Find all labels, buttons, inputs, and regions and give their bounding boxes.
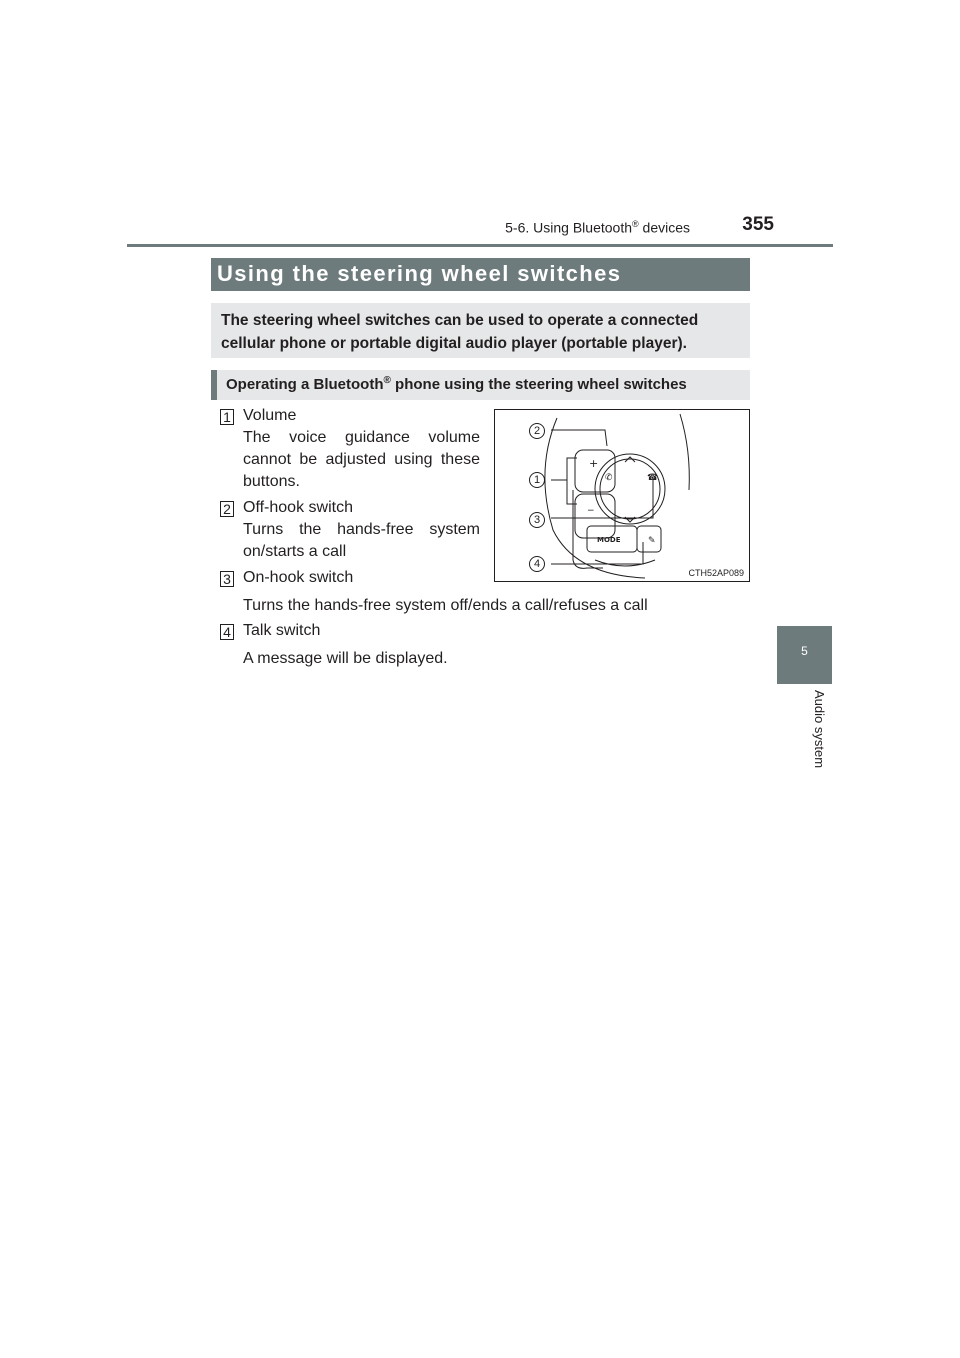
item-number-box: 3 bbox=[220, 571, 234, 587]
item-number-box: 4 bbox=[220, 624, 234, 640]
subheader-title-prefix: Operating a Bluetooth bbox=[226, 376, 384, 393]
callout-1: 1 bbox=[529, 472, 545, 488]
page-title: Using the steering wheel switches bbox=[217, 261, 622, 286]
item-number-box: 2 bbox=[220, 501, 234, 517]
page-number: 355 bbox=[742, 214, 774, 235]
callout-4: 4 bbox=[529, 556, 545, 572]
chapter-tab bbox=[777, 626, 832, 684]
section-title: 5-6. Using Bluetooth bbox=[505, 219, 632, 236]
callout-3: 3 bbox=[529, 512, 545, 528]
item-number-box: 1 bbox=[220, 409, 234, 425]
header-divider bbox=[127, 244, 833, 247]
section-title-suffix: devices bbox=[638, 219, 690, 236]
item-description: A message will be displayed. bbox=[243, 650, 448, 667]
mode-button-label: MODE bbox=[597, 536, 621, 544]
item-description: The voice guidance volume cannot be adjusted using these buttons. bbox=[243, 429, 480, 490]
plus-icon: + bbox=[589, 457, 599, 470]
chapter-number: 5 bbox=[801, 644, 808, 658]
registered-mark: ® bbox=[383, 375, 391, 386]
minus-icon: − bbox=[587, 506, 595, 516]
item-title: Off-hook switch bbox=[243, 499, 353, 516]
main-title-bar bbox=[211, 258, 750, 291]
item-description: Turns the hands-free system off/ends a call/refuses a call bbox=[243, 597, 648, 614]
talk-icon: ✎ bbox=[648, 536, 656, 546]
item-title: Volume bbox=[243, 407, 297, 424]
registered-mark: ® bbox=[632, 219, 639, 229]
subheader-bar bbox=[211, 370, 750, 400]
chapter-title: Audio system bbox=[812, 690, 827, 769]
off-hook-icon: ✆ bbox=[605, 473, 613, 483]
figure-code: CTH52AP089 bbox=[688, 568, 744, 578]
item-title: On-hook switch bbox=[243, 569, 354, 586]
subheader-title-suffix: phone using the steering wheel switches bbox=[390, 376, 687, 393]
subheader-title bbox=[226, 375, 687, 393]
section-header bbox=[500, 219, 690, 236]
item-title: Talk switch bbox=[243, 622, 321, 639]
item-description: Turns the hands-free system on/starts a call bbox=[243, 521, 480, 560]
intro-box: The steering wheel switches can be used to operate a connected cellular phone or portable digital audio player (portable player). bbox=[211, 303, 750, 358]
steering-switch-illustration bbox=[494, 409, 750, 582]
on-hook-icon: ☎ bbox=[647, 473, 659, 483]
callout-2: 2 bbox=[529, 423, 545, 439]
